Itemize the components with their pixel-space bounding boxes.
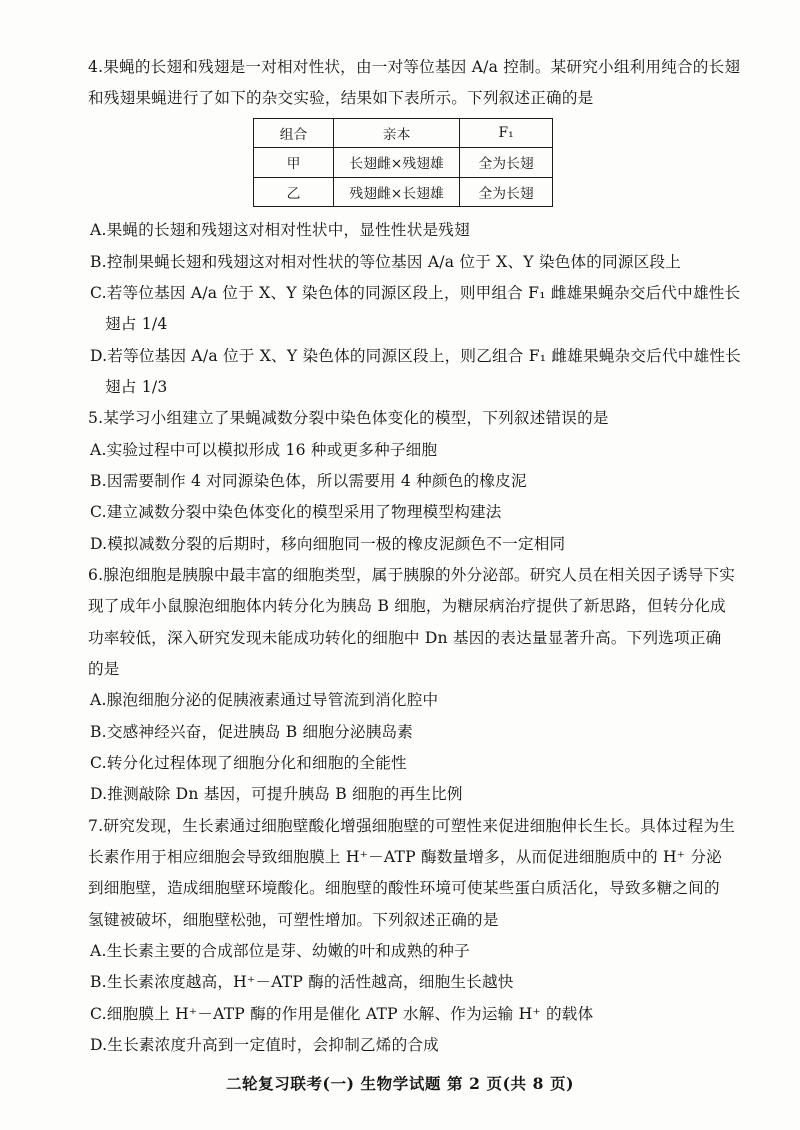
option-a: A.腺泡细胞分泌的促胰液素通过导管流到消化腔中 bbox=[90, 691, 439, 710]
option-b: B.因需要制作 4 对同源染色体，所以需要用 4 种颜色的橡皮泥 bbox=[90, 471, 527, 490]
page-footer: 二轮复习联考(一) 生物学试题 第 2 页(共 8 页) bbox=[225, 1074, 575, 1093]
question-6-stem-line: 现了成年小鼠腺泡细胞体内转分化为胰岛 B 细胞，为糖尿病治疗提供了新思路，但转分化成 bbox=[88, 597, 726, 616]
option-d: D.推测敲除 Dn 基因，可提升胰岛 B 细胞的再生比例 bbox=[90, 785, 463, 804]
question-7-stem-line: 氢键被破坏，细胞壁松弛，可塑性增加。下列叙述正确的是 bbox=[88, 910, 499, 929]
question-5 bbox=[88, 403, 752, 560]
question-7-stem-line: 到细胞壁，造成细胞壁环境酸化。细胞壁的酸性环境可使某些蛋白质活化，导致多糖之间的 bbox=[88, 879, 720, 898]
table-cell: 乙 bbox=[254, 177, 334, 207]
question-6-stem-line: 功率较低，深入研究发现未能成功转化的细胞中 Dn 基因的表达量显著升高。下列选项正确 bbox=[88, 628, 722, 647]
question-4-stem-line: 4.果蝇的长翅和残翅是一对相对性状，由一对等位基因 A/a 控制。某研究小组利用纯合的长翅 bbox=[88, 58, 741, 76]
option-d: D.若等位基因 A/a 位于 X、Y 染色体的同源区段上，则乙组合 F₁ 雌雄果蝇杂交后代中雄性长 bbox=[90, 346, 741, 365]
option-d-continuation: 翅占 1/3 bbox=[105, 377, 168, 396]
option-d: D.生长素浓度升高到一定值时，会抑制乙烯的合成 bbox=[90, 1036, 439, 1055]
option-a: A.生长素主要的合成部位是芽、幼嫩的叶和成熟的种子 bbox=[90, 942, 470, 961]
table-header-cell: 组合 bbox=[254, 118, 334, 148]
option-b: B.生长素浓度越高，H⁺－ATP 酶的活性越高，细胞生长越快 bbox=[90, 973, 514, 992]
table-cell: 长翅雌×残翅雄 bbox=[333, 148, 459, 178]
table-header-cell: F₁ bbox=[460, 118, 553, 148]
table-row bbox=[254, 177, 553, 207]
question-4-stem-line: 和残翅果蝇进行了如下的杂交实验，结果如下表所示。下列叙述正确的是 bbox=[88, 89, 594, 108]
option-a: A.实验过程中可以模拟形成 16 种或更多种子细胞 bbox=[90, 440, 438, 459]
question-4 bbox=[88, 52, 752, 403]
table-row bbox=[254, 148, 553, 178]
option-c: C.若等位基因 A/a 位于 X、Y 染色体的同源区段上，则甲组合 F₁ 雌雄果蝇杂交后代中雄性长 bbox=[90, 283, 741, 302]
table-header-cell: 亲本 bbox=[333, 118, 459, 148]
question-6-stem-line: 6.腺泡细胞是胰腺中最丰富的细胞类型，属于胰腺的外分泌部。研究人员在相关因子诱导下实 bbox=[88, 565, 736, 584]
option-b: B.交感神经兴奋，促进胰岛 B 细胞分泌胰岛素 bbox=[90, 722, 414, 741]
question-7-stem-line: 7.研究发现，生长素通过细胞壁酸化增强细胞壁的可塑性来促进细胞伸长生长。具体过程为生 bbox=[88, 816, 736, 835]
option-c: C.建立减数分裂中染色体变化的模型采用了物理模型构建法 bbox=[90, 503, 502, 522]
option-c: C.转分化过程体现了细胞分化和细胞的全能性 bbox=[90, 754, 407, 773]
option-a: A.果蝇的长翅和残翅这对相对性状中，显性性状是残翅 bbox=[90, 221, 470, 240]
table-cell: 残翅雌×长翅雄 bbox=[333, 177, 459, 207]
question-6-stem-line: 的是 bbox=[88, 660, 120, 678]
question-5-stem-line: 5.某学习小组建立了果蝇减数分裂中染色体变化的模型，下列叙述错误的是 bbox=[88, 409, 609, 428]
option-c-continuation: 翅占 1/4 bbox=[105, 315, 168, 334]
option-d: D.模拟减数分裂的后期时，移向细胞同一极的橡皮泥颜色不一定相同 bbox=[90, 534, 566, 553]
option-c: C.细胞膜上 H⁺－ATP 酶的作用是催化 ATP 水解、作为运输 H⁺ 的载体 bbox=[90, 1004, 594, 1023]
table-header-row bbox=[254, 118, 553, 148]
question-7-stem-line: 长素作用于相应细胞会导致细胞膜上 H⁺－ATP 酶数量增多，从而促进细胞质中的 H⁺ 分泌 bbox=[88, 848, 722, 867]
option-b: B.控制果蝇长翅和残翅这对相对性状的等位基因 A/a 位于 X、Y 染色体的同源区段上 bbox=[90, 252, 682, 271]
cross-experiment-table bbox=[253, 118, 553, 208]
table-cell: 甲 bbox=[254, 148, 334, 178]
question-6 bbox=[88, 560, 752, 811]
table-cell: 全为长翅 bbox=[460, 148, 553, 178]
page-content bbox=[88, 52, 752, 1061]
question-7 bbox=[88, 811, 752, 1062]
table-cell: 全为长翅 bbox=[460, 177, 553, 207]
